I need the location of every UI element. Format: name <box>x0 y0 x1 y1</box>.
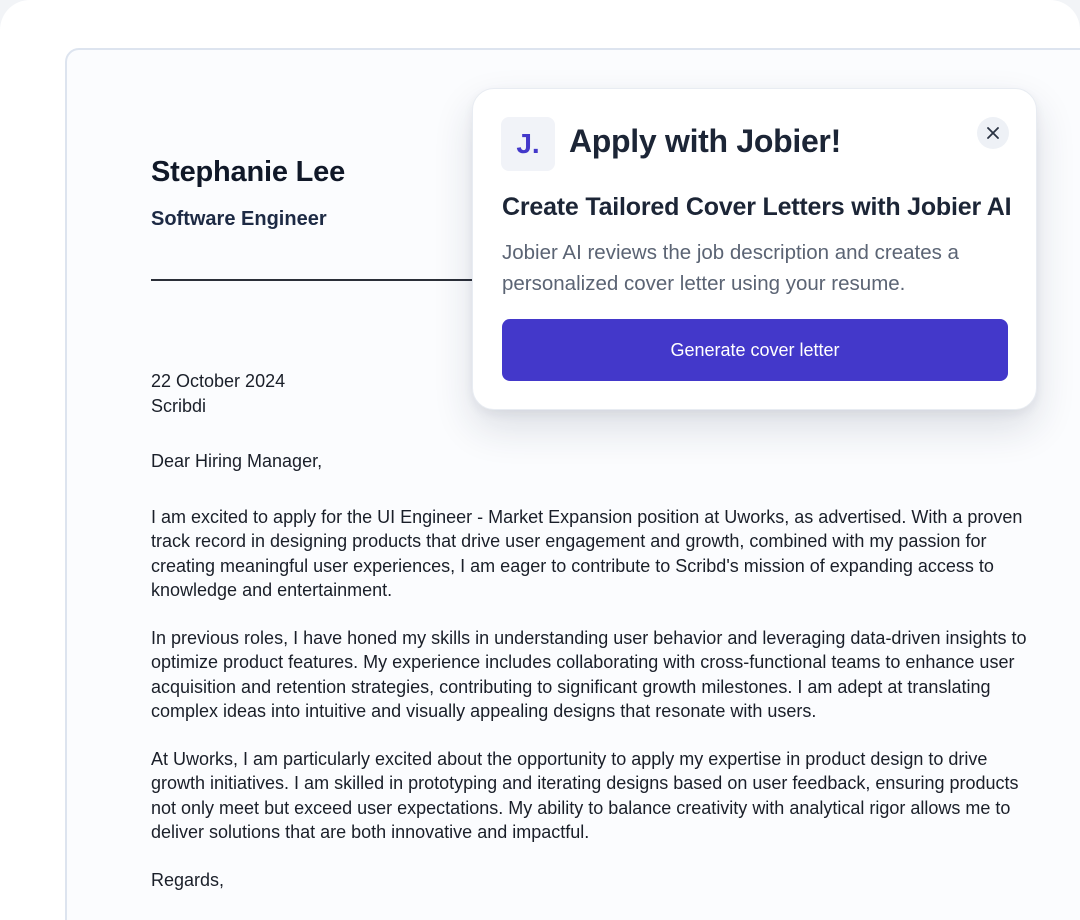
generate-cover-letter-button[interactable]: Generate cover letter <box>502 319 1008 381</box>
letter-closing: Regards, <box>151 869 225 890</box>
close-button[interactable] <box>977 117 1009 149</box>
letter-body <box>151 369 1046 892</box>
popup-description: Jobier AI reviews the job description and creates a personalized cover letter using your resume. <box>502 241 959 295</box>
letter-paragraph: In previous roles, I have honed my skills in understanding user behavior and leveraging data-driven insights to optimize product features. My experience includes collaborating with cross-functional teams to enhance user acquisition and retention strategies, contributing to significant growth milestones. I am adept at translating complex ideas into intuitive and visually appealing designs that resonate with users. <box>151 627 1027 721</box>
popup-heading: Create Tailored Cover Letters with Jobier AI <box>502 193 1012 221</box>
letter-salutation: Dear Hiring Manager, <box>151 451 323 471</box>
jobier-logo: J. <box>501 117 555 171</box>
jobier-popup <box>472 88 1037 410</box>
letter-company: Scribdi <box>151 395 207 416</box>
candidate-title: Software Engineer <box>151 208 327 230</box>
letter-date: 22 October 2024 <box>151 371 286 391</box>
close-icon <box>986 126 1000 140</box>
letter-paragraph: At Uworks, I am particularly excited about the opportunity to apply my expertise in product design to drive growth initiatives. I am skilled in prototyping and iterating designs based on user feedback, ensuring products not only meet but exceed user expectations. My ability to balance creativity with analytical rigor allows me to deliver solutions that are both innovative and impactful. <box>151 748 1019 842</box>
popup-title: Apply with Jobier! <box>569 123 841 159</box>
header-divider <box>151 279 491 281</box>
candidate-name: Stephanie Lee <box>151 156 346 188</box>
letter-paragraph: I am excited to apply for the UI Engineer - Market Expansion position at Uworks, as advertised. With a proven track record in designing products that drive user engagement and growth, combined with my passion for creating meaningful user experiences, I am eager to contribute to Scribd's mission of expanding access to knowledge and entertainment. <box>151 506 1023 600</box>
